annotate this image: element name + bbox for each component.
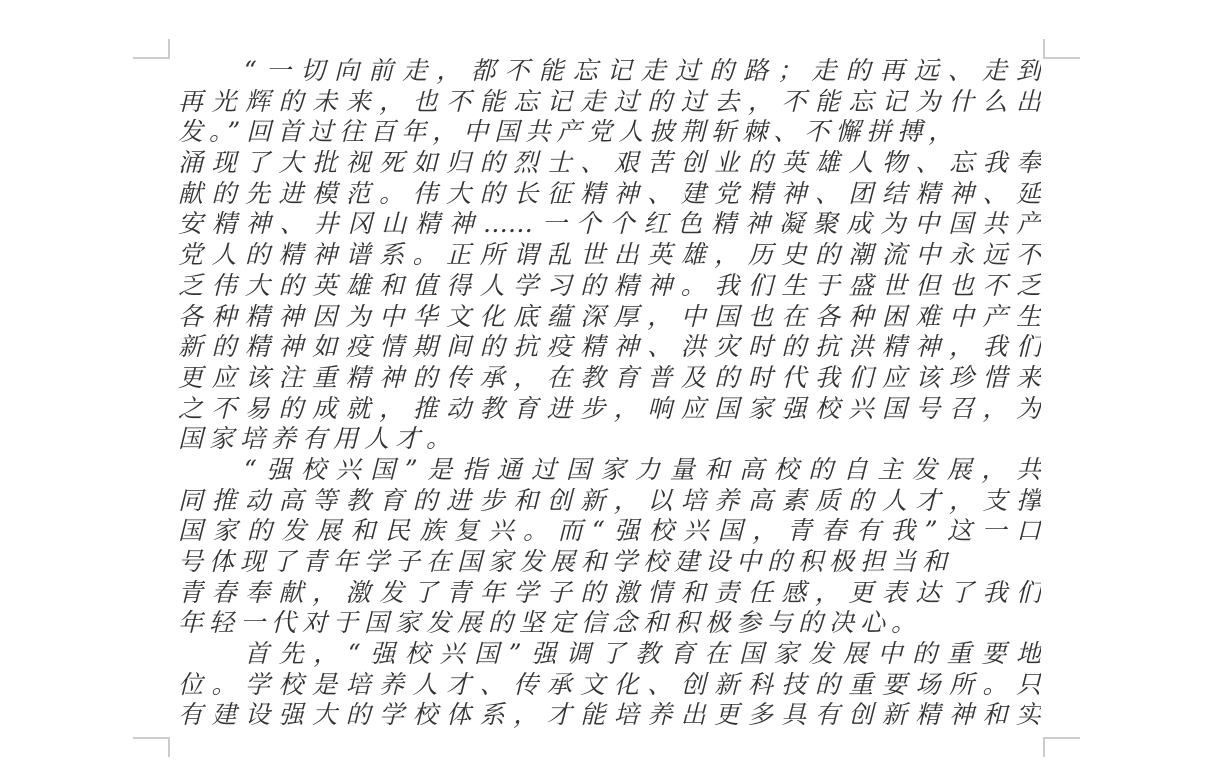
text-line: 国家的发展和民族复兴。而“强校兴国，青春有我”这一口 — [178, 516, 1041, 546]
text-line: 更应该注重精神的传承，在教育普及的时代我们应该珍惜来 — [178, 362, 1041, 392]
text-line: “一切向前走，都不能忘记走过的路；走的再远、走到 — [244, 56, 1041, 85]
text-line: 之不易的成就，推动教育进步，响应国家强校兴国号召，为 — [178, 393, 1041, 423]
text-line: 青春奉献，激发了青年学子的激情和责任感，更表达了我们 — [178, 577, 1041, 607]
text-line: 各种精神因为中华文化底蕴深厚，中国也在各种困难中产生 — [178, 301, 1041, 331]
crop-mark-top-left-icon — [133, 39, 170, 59]
crop-mark-bottom-left-icon — [133, 737, 170, 757]
text-line: 献的先进模范。伟大的长征精神、建党精神、团结精神、延 — [178, 178, 1041, 208]
text-line: 号体现了青年学子在国家发展和学校建设中的积极担当和 — [178, 547, 954, 576]
text-line: 同推动高等教育的进步和创新，以培养高素质的人才，支撑 — [178, 485, 1041, 515]
text-line: 再光辉的未来，也不能忘记走过的过去，不能忘记为什么出 — [178, 86, 1041, 116]
text-line: 年轻一代对于国家发展的坚定信念和积极参与的决心。 — [178, 608, 923, 638]
text-line: 安精神、井冈山精神……一个个红色精神凝聚成为中国共产 — [178, 209, 1041, 239]
text-line: 有建设强大的学校体系，才能培养出更多具有创新精神和实 — [178, 700, 1041, 730]
text-line: 位。学校是培养人才、传承文化、创新科技的重要场所。只 — [178, 669, 1041, 699]
text-line: 国家培养有用人才。 — [178, 424, 458, 454]
text-line: 乏伟大的英雄和值得人学习的精神。我们生于盛世但也不乏 — [178, 270, 1041, 300]
text-line: 发。”回首过往百年，中国共产党人披荆斩棘、不懈拼搏， — [178, 117, 960, 147]
crop-mark-top-right-icon — [1043, 39, 1080, 59]
text-line: 涌现了大批视死如归的烈士、艰苦创业的英雄人物、忘我奉 — [178, 148, 1041, 178]
text-line: “强校兴国”是指通过国家力量和高校的自主发展，共 — [244, 454, 1041, 484]
text-line: 首先，“强校兴国”强调了教育在国家发展中的重要地 — [244, 639, 1041, 669]
text-line: 党人的精神谱系。正所谓乱世出英雄，历史的潮流中永远不 — [178, 240, 1041, 270]
document-text-body[interactable] — [178, 56, 1041, 731]
text-line: 新的精神如疫情期间的抗疫精神、洪灾时的抗洪精神，我们 — [178, 332, 1041, 362]
crop-mark-bottom-right-icon — [1043, 737, 1080, 757]
